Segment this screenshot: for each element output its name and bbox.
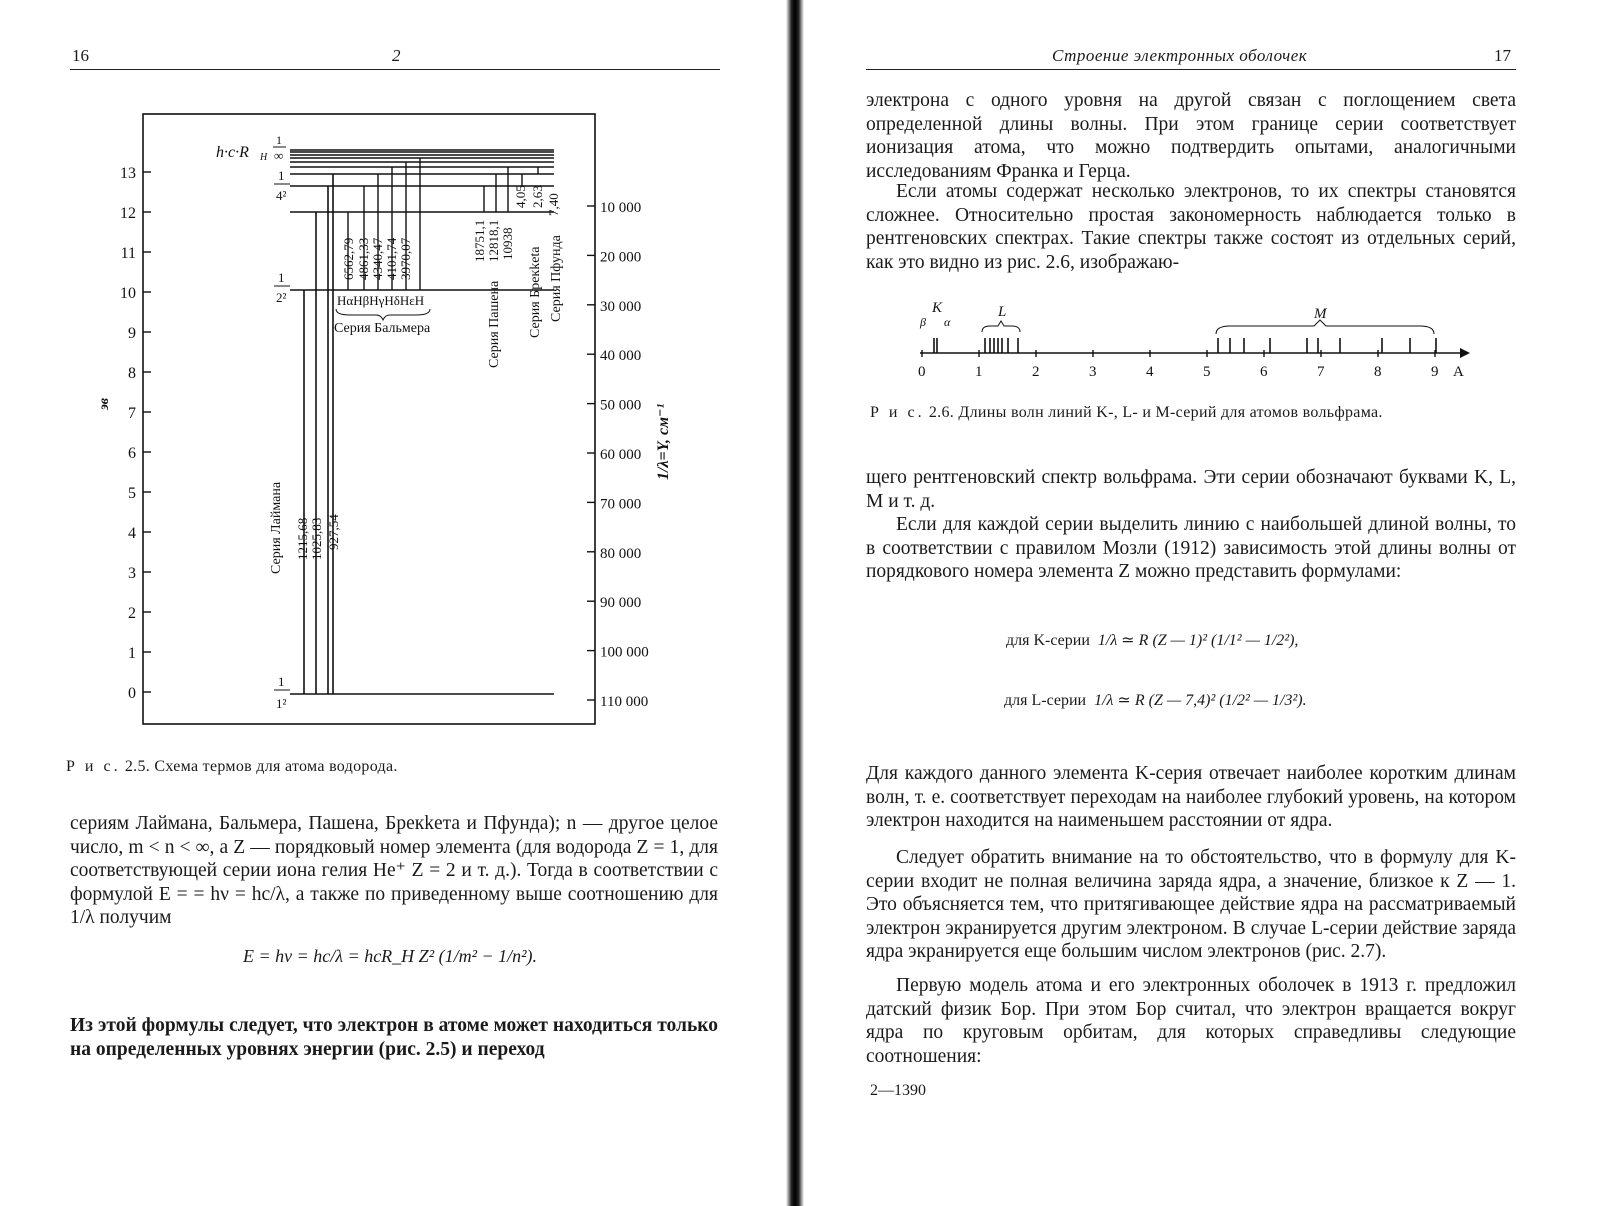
xray-tick-label: 7 — [1317, 364, 1325, 380]
svg-text:4340,47: 4340,47 — [370, 237, 385, 280]
left-tick-label: 13 — [120, 165, 136, 182]
svg-text:1215,68: 1215,68 — [295, 517, 310, 560]
level-inf-sub: H — [260, 152, 268, 163]
right-tick-label: 90 000 — [600, 595, 642, 612]
left-tick-label: 3 — [128, 565, 136, 582]
left-tick-label: 8 — [128, 365, 136, 382]
energy-formula: E = hν = hc/λ = hcR_H Z² (1/m² − 1/n²). — [242, 946, 538, 966]
right-tick-label: 50 000 — [600, 397, 642, 414]
right-paragraph-2: Если атомы содержат несколько электронов, то их спектры становятся сложнее. Относительно простая закономерность наблюдается только в рентгеновских спектрах. Такие спектры также состоят из отдельных серий, как это видно из рис. 2.6, изображаю- — [866, 181, 1516, 273]
left-tick-label: 9 — [128, 325, 136, 342]
balmer-line-labels — [341, 237, 413, 280]
l-series-label: L — [998, 304, 1007, 320]
beta-label: β — [920, 315, 926, 329]
header-rule-right — [866, 69, 1516, 70]
right-tick-label: 70 000 — [600, 496, 642, 513]
brackett-line-label: 4,05 — [513, 185, 528, 208]
m-series-label: M — [1314, 306, 1327, 322]
left-paragraph-1: сериям Лаймана, Бальмера, Пашена, Брекkета и Пфунда); n — другое целое число, m < n < ∞, а Z — порядковый номер элемента (для водорода Z = 1, для соответствующей серии иона гелия He⁺ Z = 2 и т. д.). Тогда в соответствии с формулой E = = hν = hc/λ, а также по приведенному выше соотношению для 1/λ получим — [70, 813, 718, 928]
page-number-left: 16 — [72, 46, 89, 65]
xray-tick-label: 0 — [918, 364, 926, 380]
xray-tick-label: 9 — [1431, 364, 1439, 380]
level-inf-label: h·c·R — [216, 144, 249, 161]
k-series-label: K — [932, 300, 943, 316]
xray-tick-label: 5 — [1203, 364, 1211, 380]
pfund-series-label: Серия Пфунда — [549, 235, 564, 322]
pfund-line-label-b: 7,40 — [546, 193, 561, 216]
m-lines — [1218, 338, 1436, 353]
book-spine — [786, 0, 804, 1206]
xray-line-diagram — [900, 290, 1500, 390]
level-n4-num: 1 — [278, 168, 285, 183]
signature-mark: 2—1390 — [870, 1082, 926, 1099]
l-lines — [985, 338, 1018, 353]
level-n1-den: 1² — [276, 696, 287, 711]
brackett-series-label: Серия Брекketa — [528, 246, 543, 338]
svg-text:10938: 10938 — [500, 227, 515, 260]
svg-text:4101,74: 4101,74 — [384, 237, 399, 280]
alpha-label: α — [944, 315, 951, 329]
running-head: Строение электронных оболочек — [1052, 46, 1308, 65]
left-tick-label: 12 — [120, 205, 136, 222]
right-tick-label: 110 000 — [600, 694, 649, 710]
right-paragraph-4: Если для каждой серии выделить линию с наибольшей длиной волны, то в соответствии с правилом Мозли (1912) зависимость этой длины волны от порядкового номера элемента Z можно представить формулами: — [866, 514, 1516, 582]
svg-text:12818,1: 12818,1 — [486, 219, 501, 262]
svg-text:6562,79: 6562,79 — [341, 237, 356, 280]
right-tick-label: 20 000 — [600, 249, 642, 266]
right-paragraph-6: Следует обратить внимание на то обстоятельство, что в формулу для K-серии входит не полная величина заряда ядра, а значение, близкое к Z — 1. Это объясняется тем, что притягивающее действие ядра на рассматриваемый электрон экранируется другим электроном. В случае L-серии действие заряда ядра экранируется еще большим числом электронов (рис. 2.7). — [866, 847, 1516, 962]
svg-text:18751,1: 18751,1 — [472, 219, 487, 262]
left-paragraph-2: Из этой формулы следует, что электрон в атоме может находиться только на определенных уровнях энергии (рис. 2.5) и переход — [70, 1015, 718, 1060]
right-tick-label: 30 000 — [600, 298, 642, 315]
level-n4-den: 4² — [276, 188, 287, 203]
right-tick-label: 80 000 — [600, 545, 642, 562]
left-axis-ticks — [120, 165, 151, 702]
paschen-series-label: Серия Пашена — [487, 280, 502, 368]
balmer-series-label: Серия Бальмера — [334, 321, 431, 336]
left-tick-label: 6 — [128, 445, 136, 462]
left-tick-label: 0 — [128, 685, 136, 702]
xray-axis-unit: A — [1453, 364, 1464, 380]
figure-2-6-caption: Р и с. 2.6. Длины волн линий K-, L- и M-серий для атомов вольфрама. — [870, 404, 1383, 421]
right-axis-label: 1/λ=Y, см⁻¹ — [655, 403, 672, 480]
lyman-transitions — [304, 174, 333, 694]
right-tick-label: 40 000 — [600, 348, 642, 365]
right-paragraph-5: Для каждого данного элемента K-серия отвечает наиболее коротким длинам волн, т. е. соответствует переходам на наиболее глубокий уровень, на котором электрон находится на наименьшем расстоянии от ядра. — [866, 763, 1516, 831]
moseley-l-formula: для L-серии 1/λ ≃ R (Z — 7,4)² (1/2² — 1/3²). — [1004, 692, 1307, 709]
lyman-line-labels — [295, 514, 341, 560]
left-axis-label: эв — [97, 397, 112, 410]
right-paragraph-3: щего рентгеновский спектр вольфрама. Эти серии обозначают буквами K, L, M и т. д. — [866, 467, 1516, 512]
left-tick-label: 5 — [128, 485, 136, 502]
paschen-line-labels — [472, 220, 515, 262]
level-inf-den: ∞ — [274, 148, 284, 163]
svg-text:1025,83: 1025,83 — [309, 517, 324, 560]
k-lines — [934, 338, 937, 353]
right-paragraph-7: Первую модель атома и его электронных оболочек в 1913 г. предложил датский физик Бор. При этом Бор считал, что электрон вращается вокруг ядра по круговым орбитам, для которых справедливы следующие соотношения: — [866, 975, 1516, 1067]
page-number-right: 17 — [1494, 46, 1511, 65]
svg-text:4861,33: 4861,33 — [356, 237, 371, 280]
xray-tick-label: 4 — [1146, 364, 1154, 380]
xray-axis-ticks — [918, 350, 1464, 380]
header-mark: 2 — [392, 46, 401, 65]
left-tick-label: 1 — [128, 645, 136, 662]
xray-tick-label: 6 — [1260, 364, 1268, 380]
right-paragraph-1: электрона с одного уровня на другой связан с поглощением света определенной длины волны. При этом границе серии соответствует ионизация атома, что можно подтвердить опытами, аналогичными исследованиям Франка и Герца. — [866, 90, 1516, 182]
balmer-symbols: HαHβHγHδHεH — [337, 293, 425, 308]
xray-tick-label: 3 — [1089, 364, 1097, 380]
right-tick-label: 100 000 — [600, 644, 649, 661]
left-tick-label: 10 — [120, 285, 136, 302]
right-tick-label: 10 000 — [600, 200, 642, 216]
right-axis-ticks — [587, 200, 649, 710]
moseley-k-formula: для K-серии 1/λ ≃ R (Z — 1)² (1/1² — 1/2²), — [1006, 632, 1299, 649]
term-diagram — [80, 100, 700, 740]
svg-text:3970,07: 3970,07 — [398, 237, 413, 280]
left-tick-label: 11 — [120, 245, 136, 262]
pfund-line-label-a: 2,63 — [530, 185, 545, 208]
xray-tick-label: 8 — [1374, 364, 1382, 380]
level-n2-den: 2² — [276, 290, 287, 305]
svg-text:927,54: 927,54 — [326, 514, 341, 550]
level-n2-num: 1 — [278, 270, 285, 285]
left-tick-label: 7 — [128, 405, 136, 422]
figure-2-5-caption: Р и с. 2.5. Схема термов для атома водорода. — [66, 758, 398, 775]
left-tick-label: 4 — [128, 525, 136, 542]
level-inf-num: 1 — [276, 133, 282, 147]
right-tick-label: 60 000 — [600, 447, 642, 463]
header-rule-left — [70, 69, 720, 70]
lyman-series-label: Серия Лаймана — [269, 481, 284, 574]
left-tick-label: 2 — [128, 605, 136, 622]
xray-tick-label: 1 — [975, 364, 983, 380]
xray-tick-label: 2 — [1032, 364, 1040, 380]
level-n1-num: 1 — [278, 674, 285, 689]
